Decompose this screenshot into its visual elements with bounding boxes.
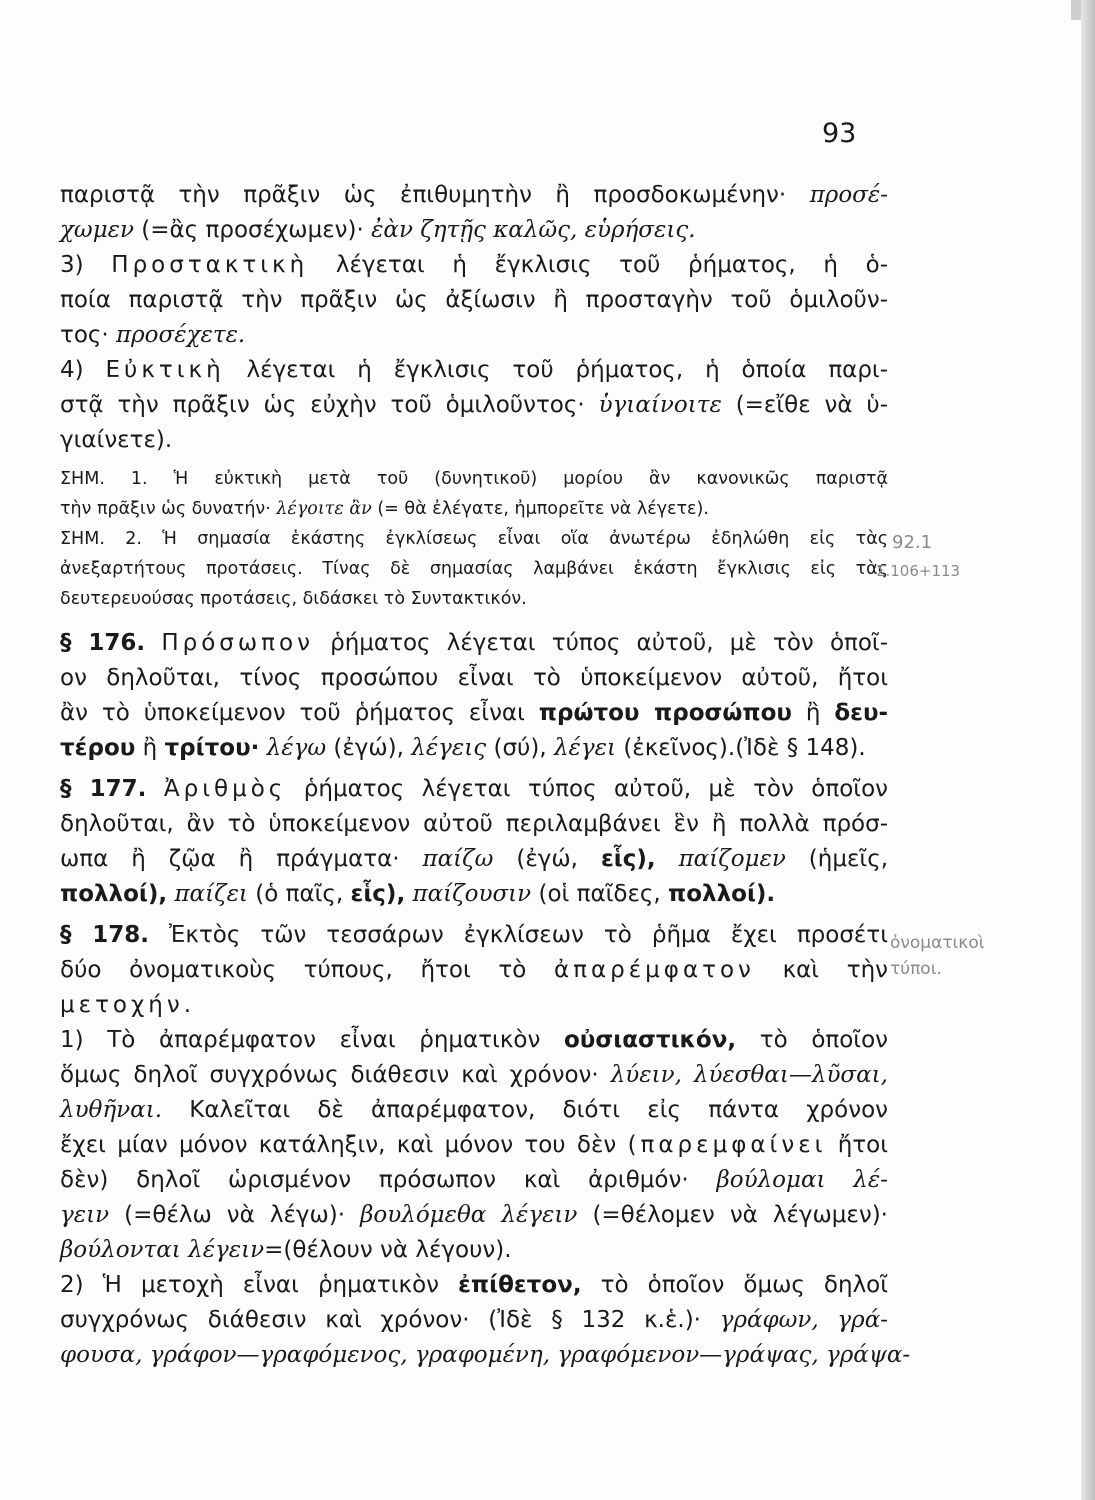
emphasis: οὐσιαστικόν, xyxy=(563,1027,737,1053)
text-span: ἂν τὸ ὑποκείμενον τοῦ ῥήματος εἶναι xyxy=(60,700,525,726)
text-span: (=θέλομεν νὰ λέγωμεν)· xyxy=(592,1202,888,1228)
infinitive-line xyxy=(60,1093,888,1128)
emphasis: εἷς), xyxy=(350,881,406,907)
emphasis: δευ- xyxy=(834,700,889,726)
example-word: λέγεις xyxy=(411,735,487,761)
emphasis: πολλοί). xyxy=(668,881,776,907)
text-span: (σύ), xyxy=(493,735,547,761)
example-phrase: γράφων, γρά- xyxy=(719,1307,888,1333)
note-text: ΣΗΜ. 1. Ἡ εὐκτικὴ μετὰ τοῦ (δυνητικοῦ) μορίου ἂν κανονικῶς παριστᾷ xyxy=(60,469,888,489)
text-span: (ἐγώ), xyxy=(333,735,404,761)
text-span: γιαίνετε). xyxy=(60,427,173,453)
text-span: ῥήματος λέγεται τύπος αὐτοῦ, μὲ τὸν ὁποῖ- xyxy=(330,630,889,656)
paragraph-line xyxy=(60,213,888,248)
text-span: δύο ὀνοματικοὺς τύπους, ἤτοι τὸ xyxy=(60,957,527,983)
text-span: (ὁ παῖς, xyxy=(255,881,344,907)
example-phrase: ἐὰν ζητῇς καλῶς, εὑρήσεις. xyxy=(371,217,696,243)
example-word: λυθῆναι. xyxy=(60,1097,163,1123)
page-number: 93 xyxy=(822,118,857,149)
example-word: παίζω xyxy=(422,846,494,872)
text-span: Καλεῖται δὲ ἀπαρέμφατον, διότι εἰς πάντα χρόνον xyxy=(189,1097,888,1123)
text-span: ἢ xyxy=(142,735,158,761)
text-span: ωπα ἢ ζῷα ἢ πράγματα· xyxy=(60,846,400,872)
margin-note-onomatikoi: ὀνοματικοὶ τύποι. xyxy=(890,933,985,979)
paragraph-line xyxy=(60,388,888,423)
text-span: ον δηλοῦται, τίνος προσώπου εἶναι τὸ ὑποκείμενον αὐτοῦ, ἤτοι xyxy=(60,665,888,691)
section-177-line xyxy=(60,842,888,877)
text-span: ποία παριστᾷ τὴν πρᾶξιν ὡς ἀξίωσιν ἢ προσταγὴν τοῦ ὁμιλοῦν- xyxy=(60,287,888,313)
example-word: παίζουσιν xyxy=(412,881,532,907)
text-span: (ἐκεῖνος).(Ἰδὲ § 148). xyxy=(623,735,866,761)
term-participle: μετοχήν. xyxy=(60,992,196,1018)
item-number: 3) xyxy=(60,252,84,278)
text-span: στᾷ τὴν πρᾶξιν ὡς εὐχὴν τοῦ ὁμιλοῦντος· xyxy=(60,392,585,418)
section-178-line xyxy=(60,918,888,953)
term-number: Ἀριθμὸς xyxy=(163,776,287,802)
section-177-line xyxy=(60,772,888,807)
example-phrase: βούλομαι λέ- xyxy=(716,1167,888,1193)
page-edge-shadow xyxy=(1081,0,1095,1500)
term-person: Πρόσωπον xyxy=(161,630,314,656)
note-text: τὴν πρᾶξιν ὡς δυνατήν· xyxy=(60,499,271,519)
example-phrase: βούλονται λέγειν xyxy=(60,1237,265,1263)
page-corner xyxy=(1071,0,1081,20)
page-body xyxy=(60,178,911,1373)
section-177-line xyxy=(60,877,888,912)
note-text: (= θὰ ἐλέγατε, ἠμπορεῖτε νὰ λέγετε). xyxy=(377,499,709,519)
paragraph-line xyxy=(60,178,888,213)
paragraph-line xyxy=(60,353,888,388)
text-span: ἔχει μίαν μόνον κατάληξιν, καὶ μόνον του δὲν xyxy=(60,1132,617,1158)
text-span: ἤτοι xyxy=(837,1132,889,1158)
paragraph-line xyxy=(60,283,888,318)
participle-line xyxy=(60,1338,911,1373)
section-176-line xyxy=(60,626,888,661)
note-line xyxy=(60,524,888,554)
note-text: δευτερευούσας προτάσεις, διδάσκει τὸ Συντακτικόν. xyxy=(60,589,527,609)
example-word: γειν xyxy=(60,1202,110,1228)
note-line xyxy=(60,584,888,614)
term-imperative: Προστακτικὴ xyxy=(111,252,309,278)
term-infinitive: ἀπαρέμφατον xyxy=(553,957,755,983)
example-phrase: βουλόμεθα λέγειν xyxy=(360,1202,578,1228)
text-span: λέγεται ἡ ἔγκλισις τοῦ ῥήματος, ἡ ὁποία παρι- xyxy=(246,357,889,383)
emphasis: τέρου xyxy=(60,735,136,761)
text-span: (=ἂς προσέχωμεν)· xyxy=(141,217,364,243)
text-span: (οἱ παῖδες, xyxy=(538,881,661,907)
section-176-line xyxy=(60,731,888,766)
term-paremfainei: (παρεμφαίνει xyxy=(627,1132,827,1158)
text-span: ῥήματος λέγεται τύπος αὐτοῦ, μὲ τὸν ὁποῖον xyxy=(303,776,889,802)
text-span: δηλοῦται, ἂν τὸ ὑποκείμενον αὐτοῦ περιλαμβάνει ἓν ἢ πολλὰ πρόσ- xyxy=(60,811,888,837)
infinitive-line xyxy=(60,1233,888,1268)
example-word: παίζει xyxy=(174,881,248,907)
section-176-line xyxy=(60,696,888,731)
section-number: § 177. xyxy=(60,776,147,802)
text-span: =(θέλουν νὰ λέγουν). xyxy=(264,1237,512,1263)
example-word: χωμεν xyxy=(60,217,134,243)
note-line xyxy=(60,494,888,524)
text-span: (ἡμεῖς, xyxy=(808,846,889,872)
text-span: συγχρόνως διάθεσιν καὶ χρόνον· (Ἰδὲ § 132 κ.ἑ.)· xyxy=(60,1307,701,1333)
section-178-line xyxy=(60,988,888,1023)
note-text: ΣΗΜ. 2. Ἡ σημασία ἑκάστης ἐγκλίσεως εἶναι οἵα ἀνωτέρω ἐδηλώθη εἰς τὰς xyxy=(60,529,888,549)
note-text: ἀνεξαρτήτους προτάσεις. Τίνας δὲ σημασίας λαμβάνει ἑκάστη ἔγκλισις εἰς τὰς xyxy=(60,559,888,579)
text-span: τὸ ὁποῖον ὅμως δηλοῖ xyxy=(600,1272,889,1298)
section-178-line xyxy=(60,953,888,988)
paragraph-line xyxy=(60,423,888,458)
text-span: δὲν) δηλοῖ ὡρισμένον πρόσωπον καὶ ἀριθμόν· xyxy=(60,1167,689,1193)
text-span: τὸ ὁποῖον xyxy=(759,1027,889,1053)
item-number: 4) xyxy=(60,357,84,383)
infinitive-line xyxy=(60,1163,888,1198)
section-number: § 178. xyxy=(60,922,149,948)
example-phrase: λέγοιτε ἂν xyxy=(276,499,372,519)
emphasis: πολλοί), xyxy=(60,881,168,907)
note-line xyxy=(60,464,888,494)
text-span: ὅμως δηλοῖ συγχρόνως διάθεσιν καὶ χρόνον· xyxy=(60,1062,599,1088)
example-word: λέγω xyxy=(266,735,327,761)
text-span: τος· xyxy=(60,322,109,348)
example-word: ὑγιαίνοιτε xyxy=(598,392,722,418)
example-word: προσέχετε. xyxy=(116,322,246,348)
text-span: λέγεται ἡ ἔγκλισις τοῦ ῥήματος, ἡ ὁ- xyxy=(335,252,888,278)
infinitive-line xyxy=(60,1128,888,1163)
example-word: παίζομεν xyxy=(678,846,786,872)
text-span: καὶ τὴν xyxy=(782,957,888,983)
example-phrase: φουσα, γράφον—γραφόμενος, γραφομένη, γραφόμενον—γράψας, γράψα- xyxy=(60,1342,911,1368)
text-span: (=εἴθε νὰ ὑ- xyxy=(735,392,889,418)
infinitive-line xyxy=(60,1023,888,1058)
emphasis: ἐπίθετον, xyxy=(458,1272,582,1298)
term-optative: Εὐκτικὴ xyxy=(105,357,225,383)
participle-line xyxy=(60,1303,888,1338)
spacer xyxy=(60,614,888,626)
emphasis: τρίτου· xyxy=(164,735,260,761)
section-176-line xyxy=(60,661,888,696)
margin-note-pages: Σ.106+113 xyxy=(876,562,961,580)
infinitive-line xyxy=(60,1058,888,1093)
margin-note-reference: 92.1 xyxy=(892,532,933,553)
note-line xyxy=(60,554,888,584)
example-word: προσέ- xyxy=(809,182,888,208)
text-span: ἢ xyxy=(805,700,821,726)
section-number: § 176. xyxy=(60,630,146,656)
section-177-line xyxy=(60,807,888,842)
text-span: (ἐγώ, xyxy=(516,846,578,872)
example-word: λέγει xyxy=(553,735,616,761)
text-span: 2) Ἡ μετοχὴ εἶναι ῥηματικὸν xyxy=(60,1272,440,1298)
example-phrase: λύειν, λύεσθαι—λῦσαι, xyxy=(610,1062,888,1088)
paragraph-line xyxy=(60,248,888,283)
emphasis: εἷς), xyxy=(600,846,656,872)
text-span: παριστᾷ τὴν πρᾶξιν ὡς ἐπιθυμητὴν ἢ προσδοκωμένην· xyxy=(60,182,787,208)
emphasis: πρώτου προσώπου xyxy=(538,700,792,726)
text-span: (=θέλω νὰ λέγω)· xyxy=(124,1202,346,1228)
paragraph-line xyxy=(60,318,888,353)
infinitive-line xyxy=(60,1198,888,1233)
text-span: Ἐκτὸς τῶν τεσσάρων ἐγκλίσεων τὸ ῥῆμα ἔχει προσέτι xyxy=(169,922,888,948)
text-span: 1) Τὸ ἀπαρέμφατον εἶναι ῥηματικὸν xyxy=(60,1027,541,1053)
participle-line xyxy=(60,1268,888,1303)
